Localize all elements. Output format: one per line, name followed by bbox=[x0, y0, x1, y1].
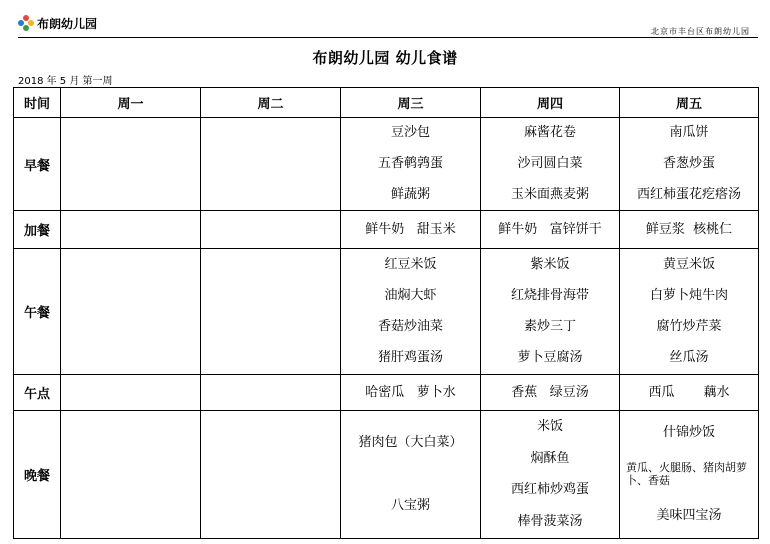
menu-cell-monday bbox=[61, 411, 201, 539]
menu-cell-wednesday bbox=[341, 375, 481, 411]
dish: 西瓜 藕水 bbox=[648, 384, 730, 400]
dish: 玉米面燕麦粥 bbox=[510, 186, 589, 202]
menu-cell-wednesday bbox=[341, 249, 481, 375]
dish: 丝瓜汤 bbox=[669, 350, 709, 366]
column-header-time: 时间 bbox=[14, 88, 61, 118]
dish: 米饭 bbox=[536, 418, 563, 434]
menu-cell-tuesday bbox=[201, 118, 341, 211]
meal-row-snack bbox=[14, 211, 759, 249]
menu-cell-friday bbox=[620, 411, 759, 539]
meal-row-afternoon-snack bbox=[14, 375, 759, 411]
dish: 五香鹌鹑蛋 bbox=[377, 155, 443, 171]
meal-row-dinner bbox=[14, 411, 759, 539]
menu-cell-thursday bbox=[481, 249, 620, 375]
header-divider bbox=[18, 37, 758, 38]
dish: 鲜牛奶 甜玉米 bbox=[365, 221, 456, 237]
menu-cell-wednesday bbox=[341, 411, 481, 539]
meal-label: 早餐 bbox=[14, 118, 61, 211]
dish: 什锦炒饭 bbox=[662, 424, 715, 440]
menu-table bbox=[13, 87, 759, 539]
dish: 白萝卜炖牛肉 bbox=[649, 287, 728, 303]
dish: 沙司圆白菜 bbox=[517, 155, 583, 171]
dish: 红豆米饭 bbox=[384, 256, 437, 272]
menu-cell-friday bbox=[620, 118, 759, 211]
menu-cell-thursday bbox=[481, 411, 620, 539]
dish: 美味四宝汤 bbox=[656, 508, 722, 524]
meal-label: 午点 bbox=[14, 375, 61, 411]
logo-flower-icon bbox=[18, 15, 34, 31]
dish: 香菇炒油菜 bbox=[377, 319, 443, 335]
week-label: 2018 年 5 月 第一周 bbox=[18, 76, 113, 87]
menu-cell-friday bbox=[620, 211, 759, 249]
menu-cell-monday bbox=[61, 249, 201, 375]
dish: 鲜牛奶 富锌饼干 bbox=[498, 221, 602, 237]
dish: 西红柿蛋花疙瘩汤 bbox=[636, 186, 741, 202]
dish: 鲜豆浆 核桃仁 bbox=[645, 221, 733, 237]
menu-cell-friday bbox=[620, 375, 759, 411]
dish: 哈密瓜 萝卜水 bbox=[365, 384, 456, 400]
menu-cell-tuesday bbox=[201, 211, 341, 249]
logo-text: 布朗幼儿园 bbox=[37, 16, 98, 31]
dish: 素炒三丁 bbox=[523, 319, 576, 335]
menu-cell-wednesday bbox=[341, 211, 481, 249]
menu-cell-tuesday bbox=[201, 375, 341, 411]
menu-cell-thursday bbox=[481, 118, 620, 211]
meal-label: 午餐 bbox=[14, 249, 61, 375]
menu-cell-monday bbox=[61, 211, 201, 249]
menu-cell-thursday bbox=[481, 375, 620, 411]
dish: 棒骨菠菜汤 bbox=[517, 514, 583, 530]
dish: 南瓜饼 bbox=[669, 125, 709, 141]
menu-cell-friday bbox=[620, 249, 759, 375]
column-header-thursday: 周四 bbox=[481, 88, 620, 118]
org-address: 北京市丰台区布朗幼儿园 bbox=[651, 27, 750, 36]
dish: 油焖大虾 bbox=[384, 287, 437, 303]
dish: 八宝粥 bbox=[390, 498, 430, 514]
column-header-wednesday: 周三 bbox=[341, 88, 481, 118]
dish: 香蕉 绿豆汤 bbox=[511, 384, 589, 400]
menu-cell-tuesday bbox=[201, 249, 341, 375]
page-header bbox=[0, 0, 770, 40]
dish: 豆沙包 bbox=[390, 125, 430, 141]
dish: 黄瓜、火腿肠、猪肉胡萝卜、香菇 bbox=[626, 461, 747, 488]
column-header-friday: 周五 bbox=[620, 88, 759, 118]
menu-cell-wednesday bbox=[341, 118, 481, 211]
dish: 香葱炒蛋 bbox=[662, 155, 715, 171]
dish: 红烧排骨海带 bbox=[510, 287, 589, 303]
column-header-monday: 周一 bbox=[61, 88, 201, 118]
dish: 焖酥鱼 bbox=[530, 450, 570, 466]
dish: 紫米饭 bbox=[530, 256, 570, 272]
menu-cell-monday bbox=[61, 118, 201, 211]
menu-cell-monday bbox=[61, 375, 201, 411]
meal-row-breakfast bbox=[14, 118, 759, 211]
column-header-tuesday: 周二 bbox=[201, 88, 341, 118]
dish: 腐竹炒芹菜 bbox=[656, 319, 722, 335]
page-title: 布朗幼儿园 幼儿食谱 bbox=[312, 49, 458, 67]
dish: 猪肉包（大白菜） bbox=[358, 434, 463, 450]
dish: 黄豆米饭 bbox=[662, 256, 715, 272]
meal-label: 加餐 bbox=[14, 211, 61, 249]
dish: 麻酱花卷 bbox=[523, 125, 576, 141]
menu-cell-thursday bbox=[481, 211, 620, 249]
dish: 萝卜豆腐汤 bbox=[517, 350, 583, 366]
logo bbox=[18, 12, 97, 34]
dish: 西红柿炒鸡蛋 bbox=[510, 482, 589, 498]
dish: 鲜蔬粥 bbox=[390, 186, 430, 202]
dish: 猪肝鸡蛋汤 bbox=[377, 350, 443, 366]
meal-row-lunch bbox=[14, 249, 759, 375]
header-row bbox=[14, 88, 759, 118]
meal-label: 晚餐 bbox=[14, 411, 61, 539]
menu-cell-tuesday bbox=[201, 411, 341, 539]
